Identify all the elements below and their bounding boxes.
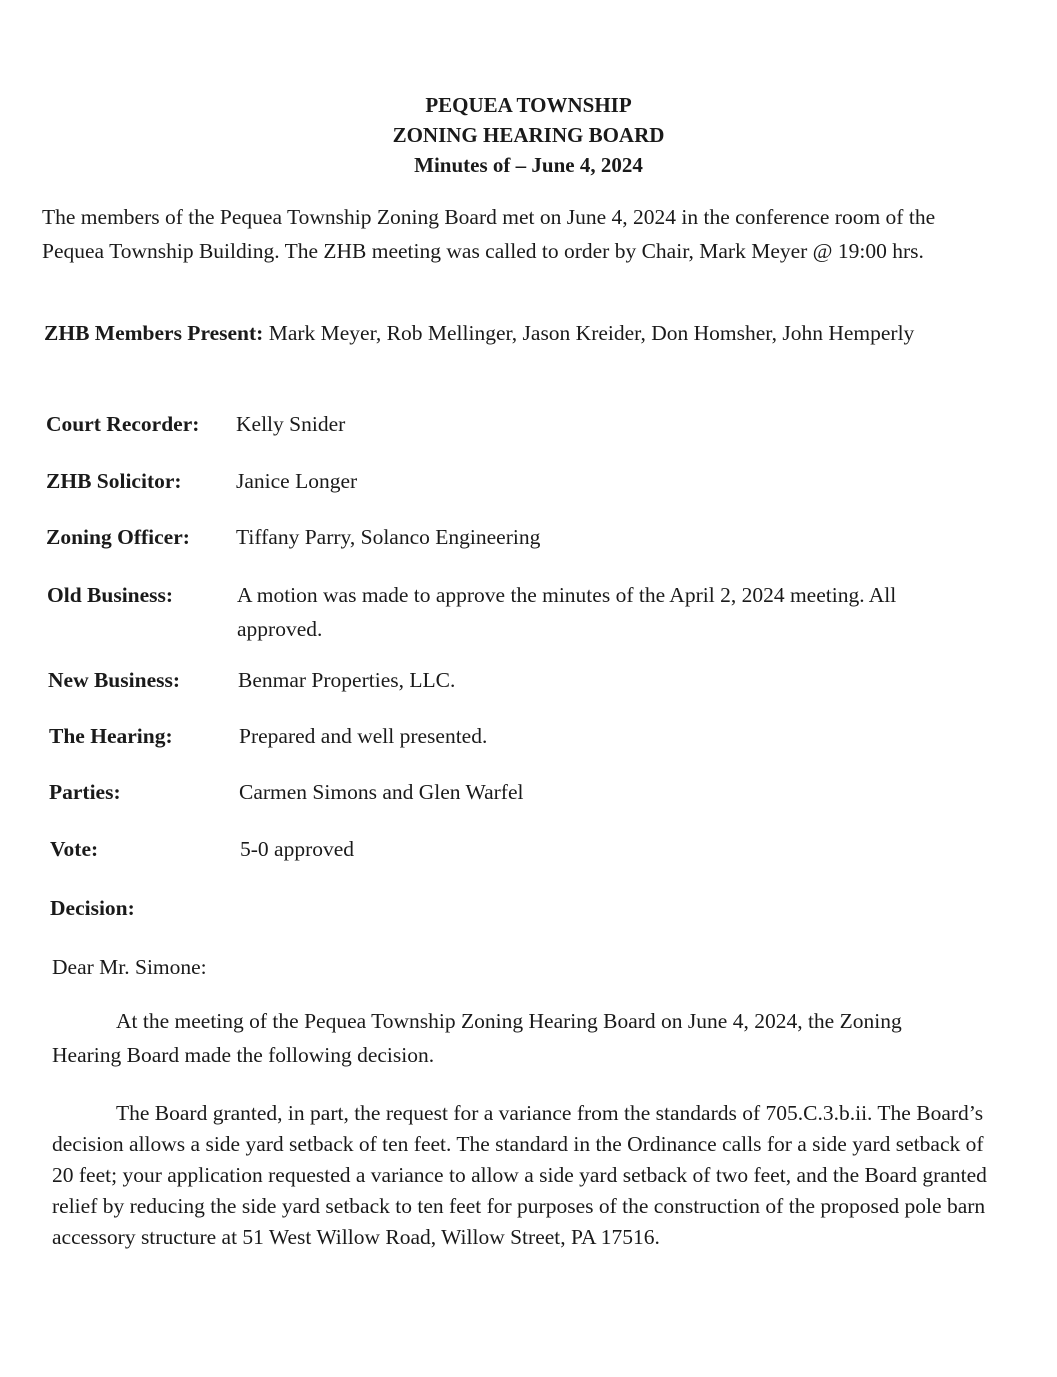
solicitor-label: ZHB Solicitor:: [46, 469, 182, 493]
parties-label: Parties:: [49, 780, 121, 804]
members-present: [44, 316, 974, 350]
court-recorder-value: Kelly Snider: [236, 412, 346, 436]
letter-salutation: Dear Mr. Simone:: [52, 955, 207, 979]
header-township: PEQUEA TOWNSHIP: [425, 93, 632, 117]
header-board: ZONING HEARING BOARD: [392, 123, 665, 147]
hearing-value: Prepared and well presented.: [239, 724, 488, 748]
decision-label: Decision:: [50, 896, 135, 920]
vote-label: Vote:: [50, 837, 99, 861]
new-business-label: New Business:: [48, 668, 181, 692]
header-minutes-date: Minutes of – June 4, 2024: [414, 153, 643, 177]
zoning-officer-value: Tiffany Parry, Solanco Engineering: [236, 525, 541, 549]
parties-value: Carmen Simons and Glen Warfel: [239, 780, 524, 804]
vote-value: 5-0 approved: [240, 837, 355, 861]
zoning-officer-label: Zoning Officer:: [46, 525, 190, 549]
document-header: [0, 90, 1057, 180]
solicitor-value: Janice Longer: [236, 469, 358, 493]
members-present-label: ZHB Members Present:: [44, 321, 264, 345]
letter-paragraph-2: The Board granted, in part, the request for a variance from the standards of 705.C.3.b.ii. The Board’s decision allows a side yard setback of ten feet. The standard in the Ordinance calls for a side yard setback of 20 feet; your application requested a variance to allow a side yard setback of two feet, and the Board granted relief by reducing the side yard setback to ten feet for purposes of the construction of the proposed pole barn accessory structure at 51 West Willow Road, Willow Street, PA 17516.: [52, 1101, 987, 1249]
court-recorder-label: Court Recorder:: [46, 412, 200, 436]
hearing-label: The Hearing:: [49, 724, 173, 748]
old-business-label: Old Business:: [47, 583, 174, 607]
intro-paragraph: The members of the Pequea Township Zoning Board met on June 4, 2024 in the conference room of the Pequea Township Building. The ZHB meeting was called to order by Chair, Mark Meyer @ 19:00 hrs.: [42, 205, 936, 263]
letter-paragraph-1: At the meeting of the Pequea Township Zoning Hearing Board on June 4, 2024, the Zoning Hearing Board made the following decision.: [52, 1009, 902, 1067]
old-business-value: A motion was made to approve the minutes of the April 2, 2024 meeting. All approved.: [237, 583, 897, 641]
members-present-value: Mark Meyer, Rob Mellinger, Jason Kreider, Don Homsher, John Hemperly: [268, 321, 915, 345]
new-business-value: Benmar Properties, LLC.: [238, 668, 456, 692]
